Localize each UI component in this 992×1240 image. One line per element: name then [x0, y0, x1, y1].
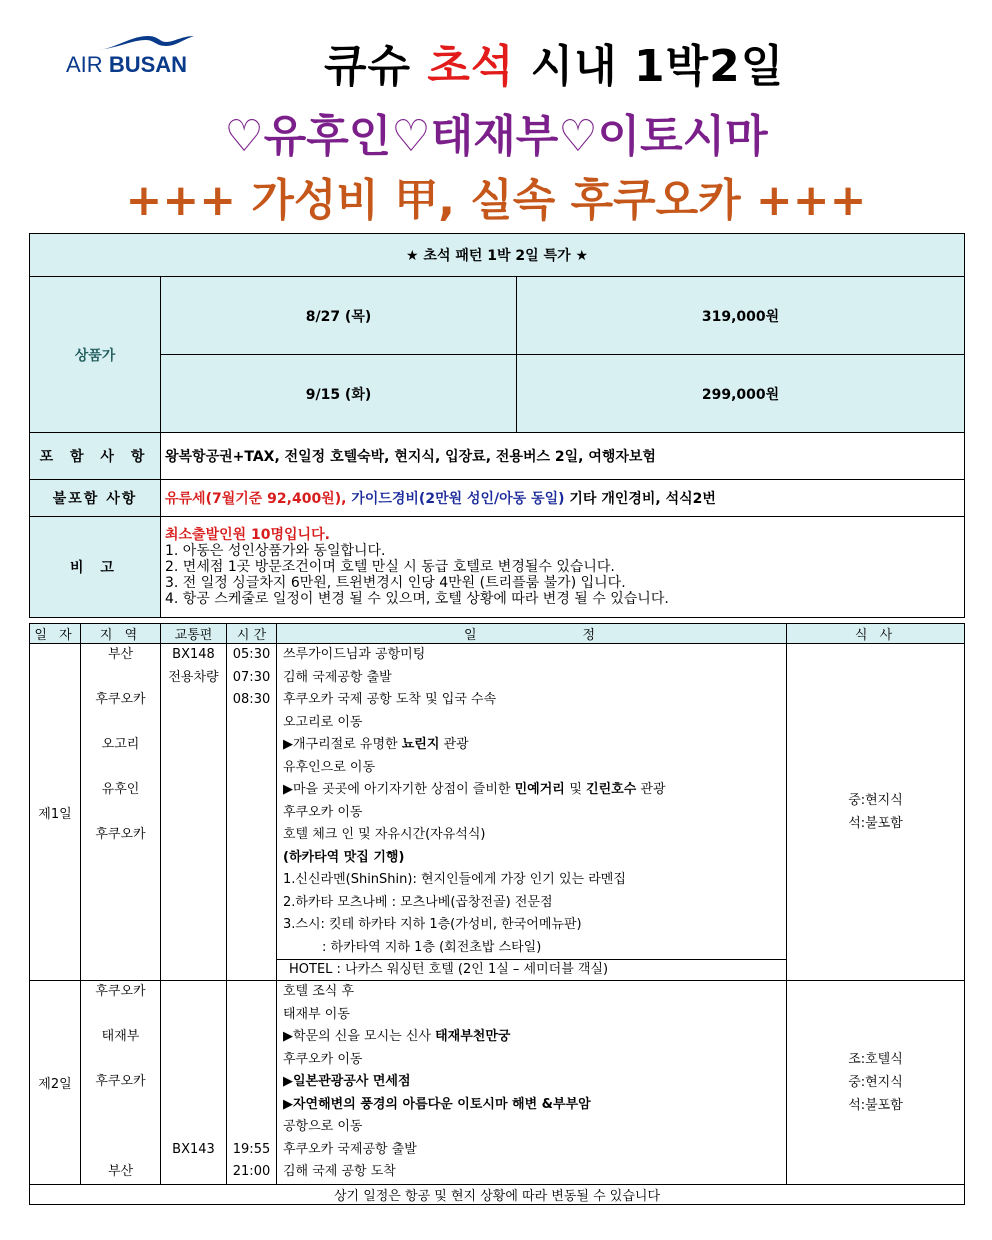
itinerary-line: 2.하카타 모츠나베 : 모츠나베(곱창전골) 전문점	[283, 894, 553, 910]
bird-logo-icon	[96, 30, 196, 54]
itinerary-line: 공항으로 이동	[283, 1119, 363, 1134]
remarks-text	[161, 517, 965, 618]
itinerary-line: 유후인으로 이동	[283, 759, 376, 775]
day2-transport: BX143	[161, 981, 227, 1185]
itinerary-line: 태재부 이동	[283, 1006, 350, 1022]
itinerary-line: 후쿠오카 이동	[283, 804, 363, 820]
excluded-label: 불포함 사항	[30, 480, 161, 517]
day2-times: 19:55 21:00	[227, 981, 277, 1185]
col-header-meals: 식 사	[787, 624, 965, 644]
itinerary-line: 오고리로 이동	[283, 714, 363, 730]
itinerary-header	[30, 624, 965, 644]
day2-meals: 조:호텔식 중:현지식 석:불포함	[787, 981, 965, 1185]
air-busan-logo	[66, 30, 200, 82]
itinerary-line: 후쿠오카 국제 공항 도착 및 입국 수속	[283, 692, 497, 707]
itinerary-line: 3.스시: 킷테 하카타 지하 1층(가성비, 한국어메뉴판)	[283, 917, 582, 932]
price-label: 상품가	[30, 277, 161, 433]
itinerary-line: 호텔 체크 인 및 자유시간(자유석식)	[283, 827, 486, 842]
itinerary-line: : 하카타역 지하 1층 (회전초밥 스타일)	[283, 939, 542, 955]
remark-item: 1. 아동은 성인상품가와 동일합니다.	[165, 543, 386, 559]
col-header-time: 시 간	[227, 624, 277, 644]
day1-transport: BX148 전용차량	[161, 644, 227, 981]
remark-item: 4. 항공 스케줄로 일정이 변경 될 수 있으며, 호텔 상황에 따라 변경 될 수 있습니다.	[165, 591, 669, 607]
itinerary-line: 후쿠오카 국제공항 출발	[283, 1141, 417, 1157]
title-highlight: 초석	[427, 41, 515, 92]
package-price: 299,000원	[517, 355, 965, 433]
day2-itinerary	[277, 981, 787, 1185]
departure-date: 9/15 (화)	[161, 355, 517, 433]
day1-row	[30, 644, 965, 981]
price-info-table	[29, 233, 965, 618]
departure-date: 8/27 (목)	[161, 277, 517, 355]
day2-regions: 후쿠오카 태재부 후쿠오카 부산	[81, 981, 161, 1185]
min-participants-note: 최소출발인원 10명입니다.	[165, 527, 330, 543]
col-header-day: 일 자	[30, 624, 81, 644]
excluded-text: 유류세(7월기준 92,400원), 가이드경비(2만원 성인/아동 동일) 기타 개인경비, 석식2번	[161, 480, 965, 517]
tagline: +++ 가성비 甲, 실속 후쿠오카 +++	[125, 175, 867, 226]
col-header-transport: 교통편	[161, 624, 227, 644]
col-header-region: 지 역	[81, 624, 161, 644]
itinerary-line: (하카타역 맛집 기행)	[283, 849, 405, 865]
itinerary-table	[29, 623, 965, 1205]
itinerary-line: 후쿠오카 이동	[283, 1051, 363, 1067]
day1-meals: 중:현지식 석:불포함	[787, 644, 965, 981]
itinerary-line: ▶학문의 신을 모시는 신사 태재부천만궁	[283, 1029, 511, 1044]
day-label: 제2일	[30, 981, 81, 1185]
itinerary-line: 1.신신라멘(ShinShin): 현지인들에게 가장 인기 있는 라멘집	[283, 872, 626, 887]
special-offer-banner: ★ 초석 패턴 1박 2일 특가 ★	[30, 234, 965, 277]
day1-regions: 부산 후쿠오카 오고리 유후인 후쿠오카	[81, 644, 161, 981]
day1-itinerary	[277, 644, 787, 981]
page-header	[0, 0, 992, 232]
included-text: 왕복항공권+TAX, 전일정 호텔숙박, 현지식, 입장료, 전용버스 2일, 여행자보험	[161, 433, 965, 480]
itinerary-line: 쓰루가이드님과 공항미팅	[283, 647, 426, 662]
page-title: 큐슈 초석 시내 1박2일	[324, 41, 785, 92]
itinerary-line: ▶마을 곳곳에 아기자기한 상점이 즐비한 민예거리 및 긴린호수 관광	[283, 782, 666, 797]
included-label: 포 함 사 항	[30, 433, 161, 480]
itinerary-line: 김해 국제공항 출발	[283, 669, 392, 685]
logo-text: AIR BUSAN	[66, 52, 188, 77]
col-header-schedule: 일 정	[277, 624, 787, 644]
remark-item: 2. 면세점 1곳 방문조건이며 호텔 만실 시 동급 호텔로 변경될수 있습니다.	[165, 559, 615, 575]
day2-row	[30, 981, 965, 1185]
destinations-subtitle: ♡유후인♡태재부♡이토시마	[224, 111, 768, 162]
day1-times: 05:30 07:30 08:30	[227, 644, 277, 981]
remarks-label: 비 고	[30, 517, 161, 618]
day-label: 제1일	[30, 644, 81, 981]
itinerary-line: ▶자연해변의 풍경의 아름다운 이토시마 해변 &부부암	[283, 1096, 591, 1112]
itinerary-line: 호텔 조식 후	[283, 984, 355, 999]
schedule-disclaimer: 상기 일정은 항공 및 현지 상황에 따라 변동될 수 있습니다	[30, 1184, 965, 1204]
hotel-info: HOTEL : 나카스 워싱턴 호텔 (2인 1실 – 세미더블 객실)	[277, 959, 786, 980]
remark-item: 3. 전 일정 싱글차지 6만원, 트윈변경시 인당 4만원 (트리플룸 불가) 입니다.	[165, 575, 626, 591]
package-price: 319,000원	[517, 277, 965, 355]
itinerary-line: ▶개구리절로 유명한 뇨린지 관광	[283, 737, 469, 752]
itinerary-line: 김해 국제 공항 도착	[283, 1164, 396, 1179]
itinerary-line: ▶일본관광공사 면세점	[283, 1074, 411, 1089]
